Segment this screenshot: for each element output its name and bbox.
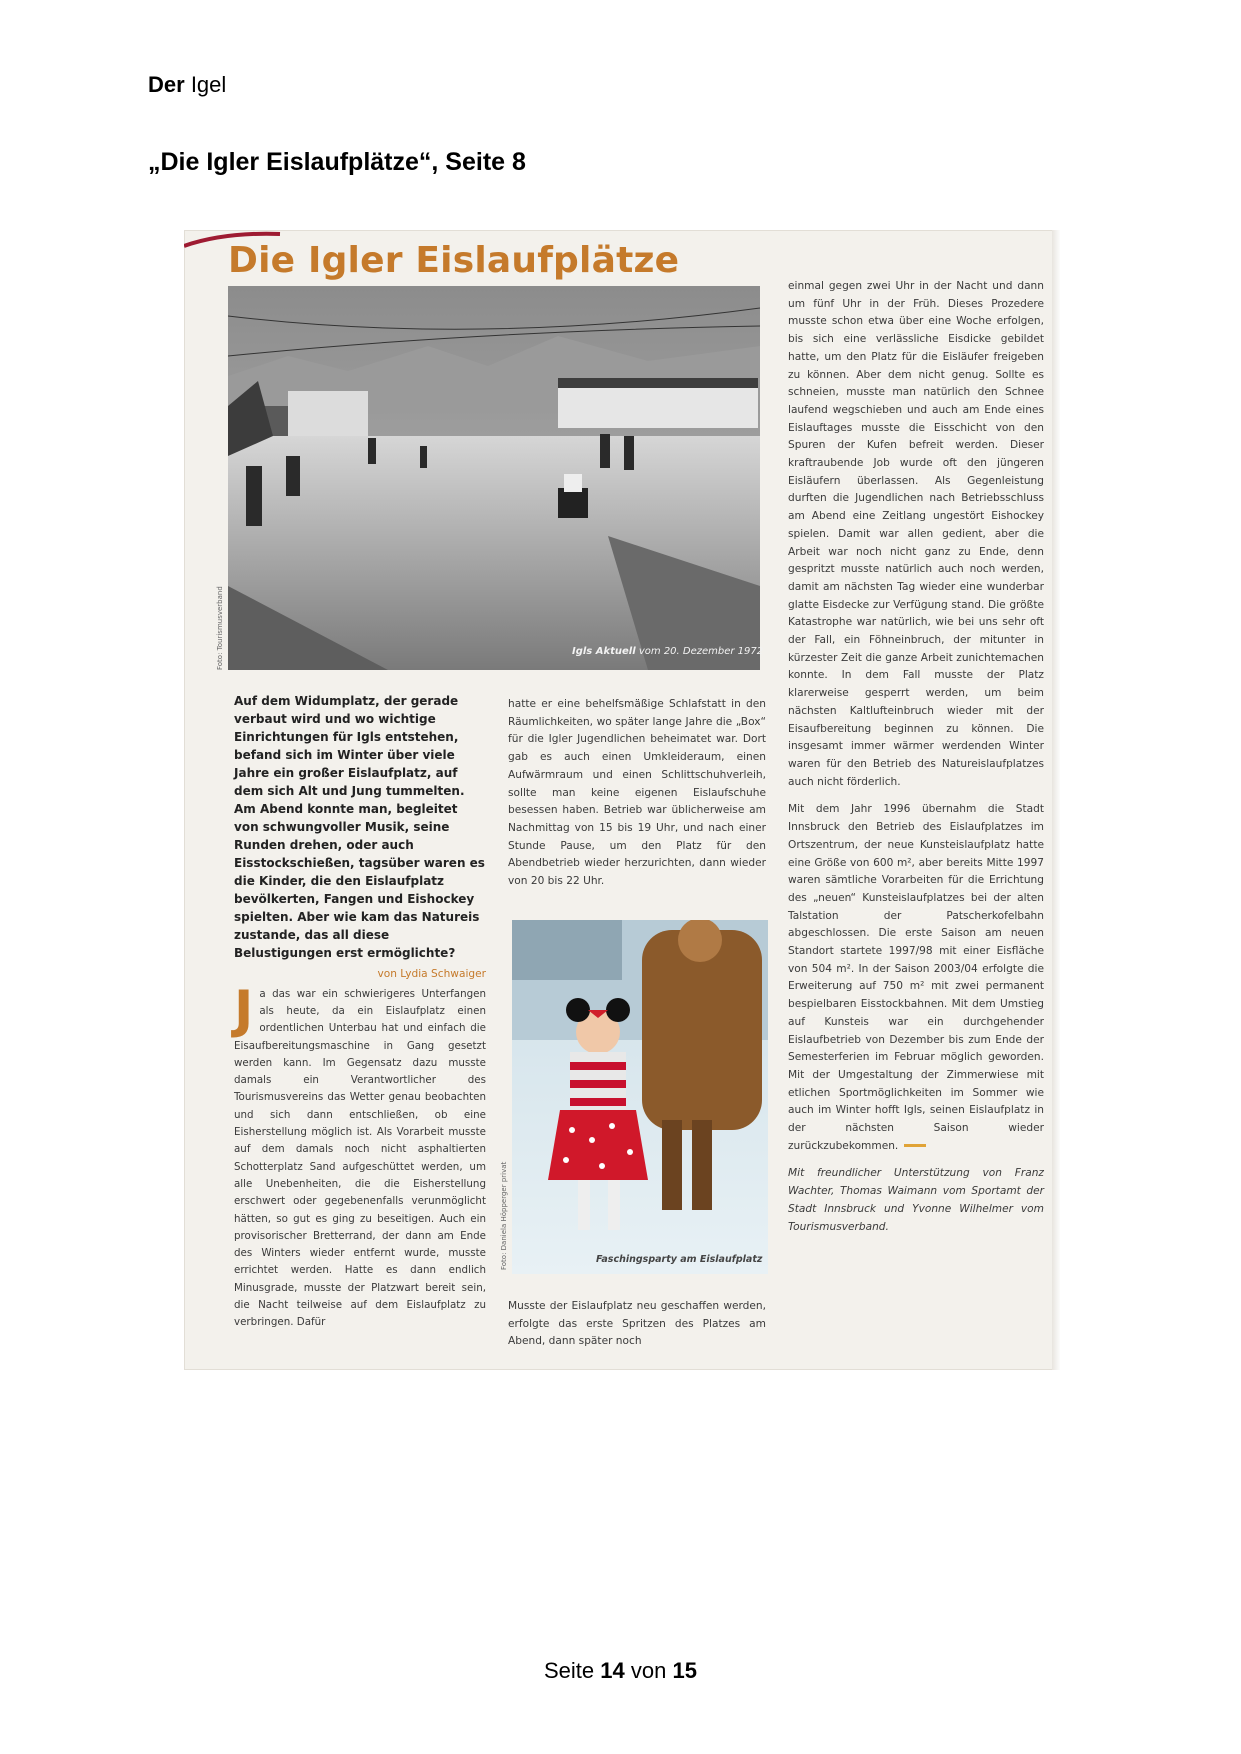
carnival-party-photo [512,920,768,1274]
end-of-article-mark [904,1144,926,1147]
footer-middle: von [630,1658,667,1683]
column-3 [788,278,1044,1236]
publication-name-rest: Igel [190,72,227,97]
column-1-text: a das war ein schwierigeres Unterfangen als heute, da ein Eislaufplatz einen ordentlichen Unterbau hat und einfach die Eisaufbereitungsmaschine in Gang gesetzt werden kann. Im Gegensatz dazu musste damals ein Verantwortlicher des Tourismusvereins das Wetter genau beobachten und sich dann entschließen, ob eine Eisherstellung möglich ist. Als Vorarbeit musste auf dem damals noch nicht asphaltierten Schotterplatz Sand aufgeschüttet werden, um alle Unebenheiten, die die Eisherstellung erschwert oder gegebenenfalls verunmöglicht hätten, so gut es ging zu beseitigen. Auch ein provisorischer Bretterrand, der dann am Ende des Winters wieder entfernt wurde, musste errichtet werden. Hatte es dann endlich Minusgrade, musste der Platzwart bereit sein, die Nacht teilweise auf dem Eislaufplatz zu verbringen. Dafür [234,987,486,1329]
publication-name-bold: Der [148,72,185,97]
photo1-caption [572,646,763,657]
column-1 [234,692,486,1332]
page-fold-edge [1052,230,1060,1370]
article-lead: Auf dem Widumplatz, der gerade verbaut wird und wo wichtige Einrichtungen für Igls entstehen, befand sich im Winter über viele Jahre ein großer Eislaufplatz, auf dem sich Alt und Jung tummelten. Am Abend konnte man, begleitet von schwungvoller Musik, seine Runden drehen, oder auch Eisstockschießen, tagsüber waren es die Kinder, die den Eislaufplatz bevölkerten, Fangen und Eishockey spielten. Aber wie kam das Natureis zustande, das all diese Belustigungen erst ermöglichte? [234,694,485,960]
page-footer [0,1658,1241,1684]
article-reference-title: „Die Igler Eislaufplätze“, Seite 8 [148,148,526,176]
author-byline: von Lydia Schwaiger [377,968,486,980]
magazine-scan [184,230,1060,1370]
column-1-body [234,979,486,1332]
column-3-paragraph-2 [788,801,1044,1155]
footer-current-page: 14 [600,1658,625,1683]
magazine-article-title: Die Igler Eislaufplätze [228,240,680,281]
footer-total-pages: 15 [672,1658,697,1683]
column-2-bottom: Musste der Eislaufplatz neu geschaffen werden, erfolgte das erste Spritzen des Platzes am Abend, dann später noch [508,1300,766,1348]
column-3-paragraph-1: einmal gegen zwei Uhr in der Nacht und dann um fünf Uhr in der Früh. Dieses Prozedere musste schon etwa über eine Woche erfolgen, bis sich eine verlässliche Eisdicke gebildet hatte, um den Platz für die Eisläufer freigeben zu können. Aber dem nicht genug. Sollte es schneien, musste man natürlich den Schnee laufend wegschieben und auch am Ende eines Eislauftages musste die Eisschicht von den Spuren der Kufen befreit werden. Dieser kraftraubende Job wurde oft den jüngeren Eisläufern überlassen. Als Gegenleistung durften die Jugendlichen nach Betriebsschluss am Abend eine Zeitlang ungestört Eishockey spielen. Damit war allen gedient, aber die Arbeit war noch nicht ganz zu Ende, denn gespritzt musste natürlich auch noch werden, damit am nächsten Tag wieder eine wunderbar glatte Eisdecke zur Verfügung stand. Die größte Katastrophe war natürlich, wie bei uns sehr oft der Fall, ein Föhneinbruch, der mitunter in kürzester Zeit die ganze Arbeit zunichtemachen konnte. In dem Fall musste der Platz klarerweise gesperrt werden, um beim nächsten Kaltlufteinbruch wieder mit der Eisaufbereitung beginnen zu können. Die insgesamt immer wärmer werdenden Winter waren für den Betrieb des Natureislaufplatzes auch nicht förderlich. [788,280,1044,788]
photo2-credit: Foto: Daniela Höpperger privat [500,1161,508,1270]
photo1-credit: Foto: Tourismusverband [216,586,224,670]
column-3-paragraph-2-text: Mit dem Jahr 1996 übernahm die Stadt Innsbruck den Betrieb des Eislaufplatzes im Ortszentrum, der neue Kunsteislaufplatz hatte eine Größe von 600 m², aber bereits Mitte 1997 waren sämtliche Vorarbeiten für die Errichtung des „neuen“ Kunsteislaufplatzes bei der alten Talstation der Patscherkofelbahn abgeschlossen. Die erste Saison am neuen Standort startete 1997/98 mit einer Eisfläche von 504 m². In der Saison 2003/04 erfolgte die Erweiterung auf 750 m² mit zwei permanent bespielbaren Eisstockbahnen. Mit dem Umstieg auf Kunsteis war ein durchgehender Eislaufbetrieb von Dezember bis zum Ende der Semesterferien im Februar möglich geworden. Mit der Umgestaltung der Zimmerwiese mit etlichen Sportmöglichkeiten im Sommer wie auch im Winter hofft Igls, seinen Eislaufplatz in der nächsten Saison wieder zurückzubekommen. [788,803,1044,1152]
acknowledgement: Mit freundlicher Unterstützung von Franz Wachter, Thomas Waimann vom Sportamt der Stadt Innsbruck und Yvonne Wilhelmer vom Tourismusverband. [788,1167,1044,1233]
photo1-caption-source: Igls Aktuell [572,646,636,657]
column-2-top: hatte er eine behelfsmäßige Schlafstatt in den Räumlichkeiten, wo später lange Jahre die „Box“ für die Igler Jugendlichen beheimatet war. Dort gab es auch einen Umkleideraum, einen Aufwärmraum und einen Schlittschuhverleih, sollte man keine eigenen Eislaufschuhe besessen haben. Betrieb war üblicherweise am Nachmittag von 15 bis 19 Uhr, und nach einer Stunde Pause, um den Platz für den Abendbetrieb wieder herzurichten, dann wieder von 20 bis 22 Uhr. [508,698,766,888]
drop-cap: J [234,979,254,1040]
photo1-caption-date: vom 20. Dezember 1972 [638,646,764,657]
publication-header [148,72,226,98]
footer-prefix: Seite [544,1658,595,1683]
historic-ice-rink-photo [228,286,760,670]
photo2-caption: Faschingsparty am Eislaufplatz [596,1254,763,1265]
